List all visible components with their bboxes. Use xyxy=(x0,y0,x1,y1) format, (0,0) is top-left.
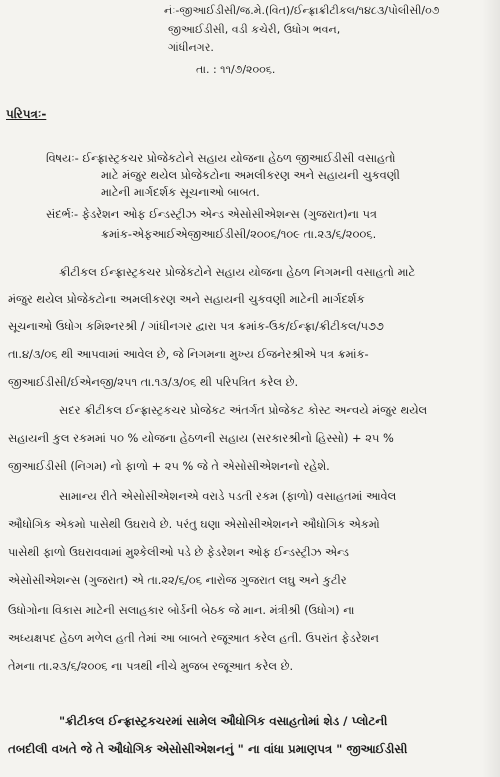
reference-line: ક્રમાંક-એફઆઈએજીઆઈડીસી/૨૦૦૬/૧૦૯ તા.૨૩/૬/૨૦૦૬. xyxy=(101,227,377,241)
reference-number: નંઃ-જીઆઈડીસી/જ.મે.(વિત)/ઈન્ફ્રાક્રીટીકલ/૧૪૮૩/પોલીસી/૦૭ xyxy=(164,4,440,17)
paragraph-line: પાસેથી ફાળો ઉઘરાવવામાં મુશ્કેલીઓ પડે છે ફેડરેશન ઓફ ઈન્ડસ્ટ્રીઝ એન્ડ xyxy=(8,545,349,559)
paragraph-line: સદર ક્રીટીકલ ઈન્ફ્રાસ્ટ્રકચર પ્રોજેકટ અંતર્ગત પ્રોજેકટ કોસ્ટ અન્વયે મંજુર થયેલ xyxy=(59,403,428,417)
paragraph-line: જીઆઈડીસી/ઈએનજી/૨૫૧ તા.૧૩/૩/૦૬ થી પરિપત્રિત કરેલ છે. xyxy=(8,375,299,389)
subject-line: વિષયઃ- ઈન્ફ્રાસ્ટ્રકચર પ્રોજેકટોને સહાય યોજના હેઠળ જીઆઈડીસી વસાહતો xyxy=(46,151,396,165)
paragraph-line: ક્રીટીકલ ઈન્ફ્રાસ્ટ્રકચર પ્રોજેકટોને સહાય યોજના હેઠળ નિગમની વસાહતો માટે xyxy=(59,265,416,279)
subject-line: માટેની માર્ગદર્શક સૂચનાઓ બાબત. xyxy=(101,185,260,199)
quoted-text: તબદીલી વખતે જે તે ઔધોગિક એસોસીએશનનું " ના વાંધા પ્રમાણપત્ર " જીઆઈડીસી xyxy=(8,742,408,756)
paragraph-line: સહાયની કુલ રકમમાં ૫૦ % યોજના હેઠળની સહાય (સરકારશ્રીનો હિસ્સો) + ૨૫ % xyxy=(8,431,394,445)
paragraph-line: તેમના તા.૨૩/૬/૨૦૦૬ ના પત્રથી નીચે મુજબ રજૂઆત કરેલ છે. xyxy=(8,659,294,673)
paragraph-line: અધ્યક્ષપદ હેઠળ મળેલ હતી તેમાં આ બાબતે રજૂઆત કરેલ હતી. ઉપરાંત ફેડરેશન xyxy=(8,631,379,645)
office-address: જીઆઈડીસી, વડી કચેરી, ઉધોગ ભવન, xyxy=(168,23,341,36)
paragraph-line: સૂચનાઓ ઉધોગ કમિશ્નરશ્રી / ગાંધીનગર દ્વારા પત્ર ક્રમાંક-ઉક/ઈન્ફ્રા/ક્રીટીકલ/૫૭૭ xyxy=(8,319,384,333)
page-fold-shadow xyxy=(482,0,500,777)
circular-heading: પરિપત્રઃ- xyxy=(6,107,47,121)
paragraph-line: સામાન્ય રીતે એસોસીએશનએ વરાડે પડતી રકમ (ફાળો) વસાહતમાં આવેલ xyxy=(59,489,397,503)
paragraph-line: જીઆઈડીસી (નિગમ) નો ફાળો + ૨૫ % જે તે એસોસીએશનનો રહેશે. xyxy=(8,459,330,473)
paragraph-line: તા.૪/૩/૦૬ થી આપવામાં આવેલ છે, જે નિગમના મુખ્ય ઈજનેરશ્રીએ પત્ર ક્રમાંક- xyxy=(8,347,369,361)
paragraph-line: મંજુર થયેલ પ્રોજેકટોના અમલીકરણ અને સહાયની ચુકવણી માટેની માર્ગદર્શક xyxy=(8,292,365,306)
issue-date: તા. : ૧૧/૭/૨૦૦૬. xyxy=(196,63,276,76)
paragraph-line: એસોસીએશન્સ (ગુજરાત) એ તા.૨૨/૬/૦૬ નારોજ ગુજરાત લઘુ અને કુટીર xyxy=(8,573,347,587)
paragraph-line: ઔધોગિક એકમો પાસેથી ઉઘરાવે છે. પરંતુ ઘણા એસોસીએશનને ઔધોગિક એકમો xyxy=(8,517,380,531)
reference-line: સંદર્ભઃ- ફેડરેશન ઓફ ઈન્ડસ્ટ્રીઝ એન્ડ એસોસીએશન્સ (ગુજરાત)ના પત્ર xyxy=(46,207,377,221)
quoted-text: "ક્રીટીકલ ઈન્ફ્રાસ્ટ્રકચરમાં સામેલ ઔધોગિક વસાહતોમાં શેડ / પ્લોટની xyxy=(59,714,388,728)
subject-line: માટે મંજુર થયેલ પ્રોજેકટોના અમલીકરણ અને સહાયની ચુકવણી xyxy=(101,168,400,182)
paragraph-line: ઉધોગોના વિકાસ માટેની સલાહકાર બોર્ડની બેઠક જે માન. મંત્રીશ્રી (ઉધોગ) ના xyxy=(8,603,355,617)
office-city: ગાંધીનગર. xyxy=(168,41,214,54)
